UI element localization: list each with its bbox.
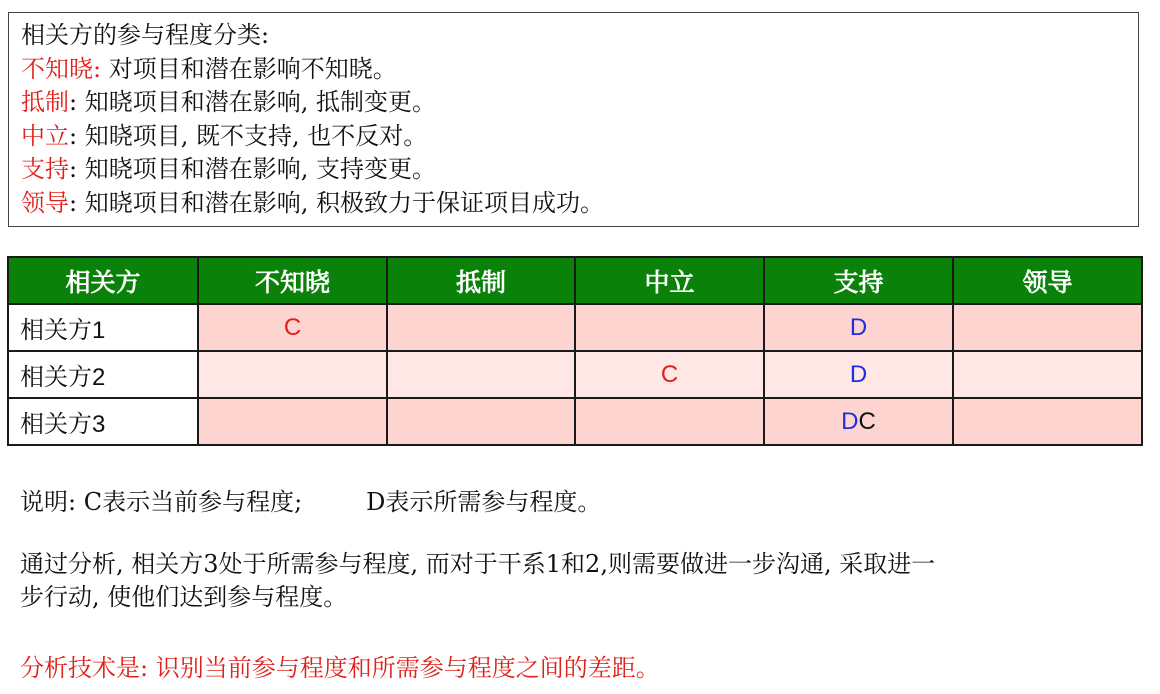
cell-supportive: D [764,304,953,351]
header-resistant: 抵制 [387,257,575,304]
header-leading: 领导 [953,257,1142,304]
cell-leading [953,351,1142,398]
legend-current: 说明: C表示当前参与程度; [20,488,303,516]
definition-unaware [21,53,1138,87]
analysis-line: 通过分析, 相关方3处于所需参与程度, 而对于干系1和2,则需要做进一步沟通, 采取进一 [20,550,936,578]
definition-resistant [21,86,1138,120]
engagement-matrix [7,256,1143,446]
current-mark: C [858,407,876,435]
definition-heading: 相关方的参与程度分类: [21,21,270,49]
term-description: : 知晓项目和潜在影响, 支持变更。 [69,155,436,183]
legend-note [20,482,601,517]
term-label: 抵制 [21,88,69,116]
definition-box [8,12,1139,227]
cell-supportive [764,398,953,445]
term-description: : 知晓项目, 既不支持, 也不反对。 [69,121,428,150]
cell-leading [953,304,1142,351]
term-label: 不知晓: [21,54,102,83]
table-row [8,304,1142,351]
cell-unaware [198,351,387,398]
cell-neutral: C [575,351,764,398]
cell-resistant [387,398,575,445]
conclusion-text: 分析技术是: 识别当前参与程度和所需参与程度之间的差距。 [20,654,660,682]
cell-supportive: D [764,351,953,398]
header-unaware: 不知晓 [198,257,387,304]
term-label: 领导 [21,188,69,217]
stakeholder-name: 相关方2 [8,351,198,398]
analysis-line: 步行动, 使他们达到参与程度。 [20,583,348,611]
cell-resistant [387,304,575,351]
cell-unaware: C [198,304,387,351]
definition-leading [21,187,1138,221]
term-description: : 知晓项目和潜在影响, 抵制变更。 [69,88,436,116]
analysis-paragraph [20,548,1130,614]
cell-neutral [575,398,764,445]
cell-leading [953,398,1142,445]
term-description: : 知晓项目和潜在影响, 积极致力于保证项目成功。 [69,188,604,217]
term-label: 支持 [21,155,69,183]
stakeholder-name: 相关方1 [8,304,198,351]
cell-resistant [387,351,575,398]
header-neutral: 中立 [575,257,764,304]
legend-desired: D表示所需参与程度。 [366,488,602,516]
matrix-header-row [8,257,1142,304]
table-row [8,398,1142,445]
definition-neutral [21,120,1138,154]
term-label: 中立 [21,121,69,150]
header-stakeholder: 相关方 [8,257,198,304]
desired-mark: D [841,407,859,435]
table-row [8,351,1142,398]
cell-neutral [575,304,764,351]
header-supportive: 支持 [764,257,953,304]
term-description: 对项目和潜在影响不知晓。 [101,54,397,83]
stakeholder-name: 相关方3 [8,398,198,445]
cell-unaware [198,398,387,445]
definition-supportive [21,153,1138,187]
